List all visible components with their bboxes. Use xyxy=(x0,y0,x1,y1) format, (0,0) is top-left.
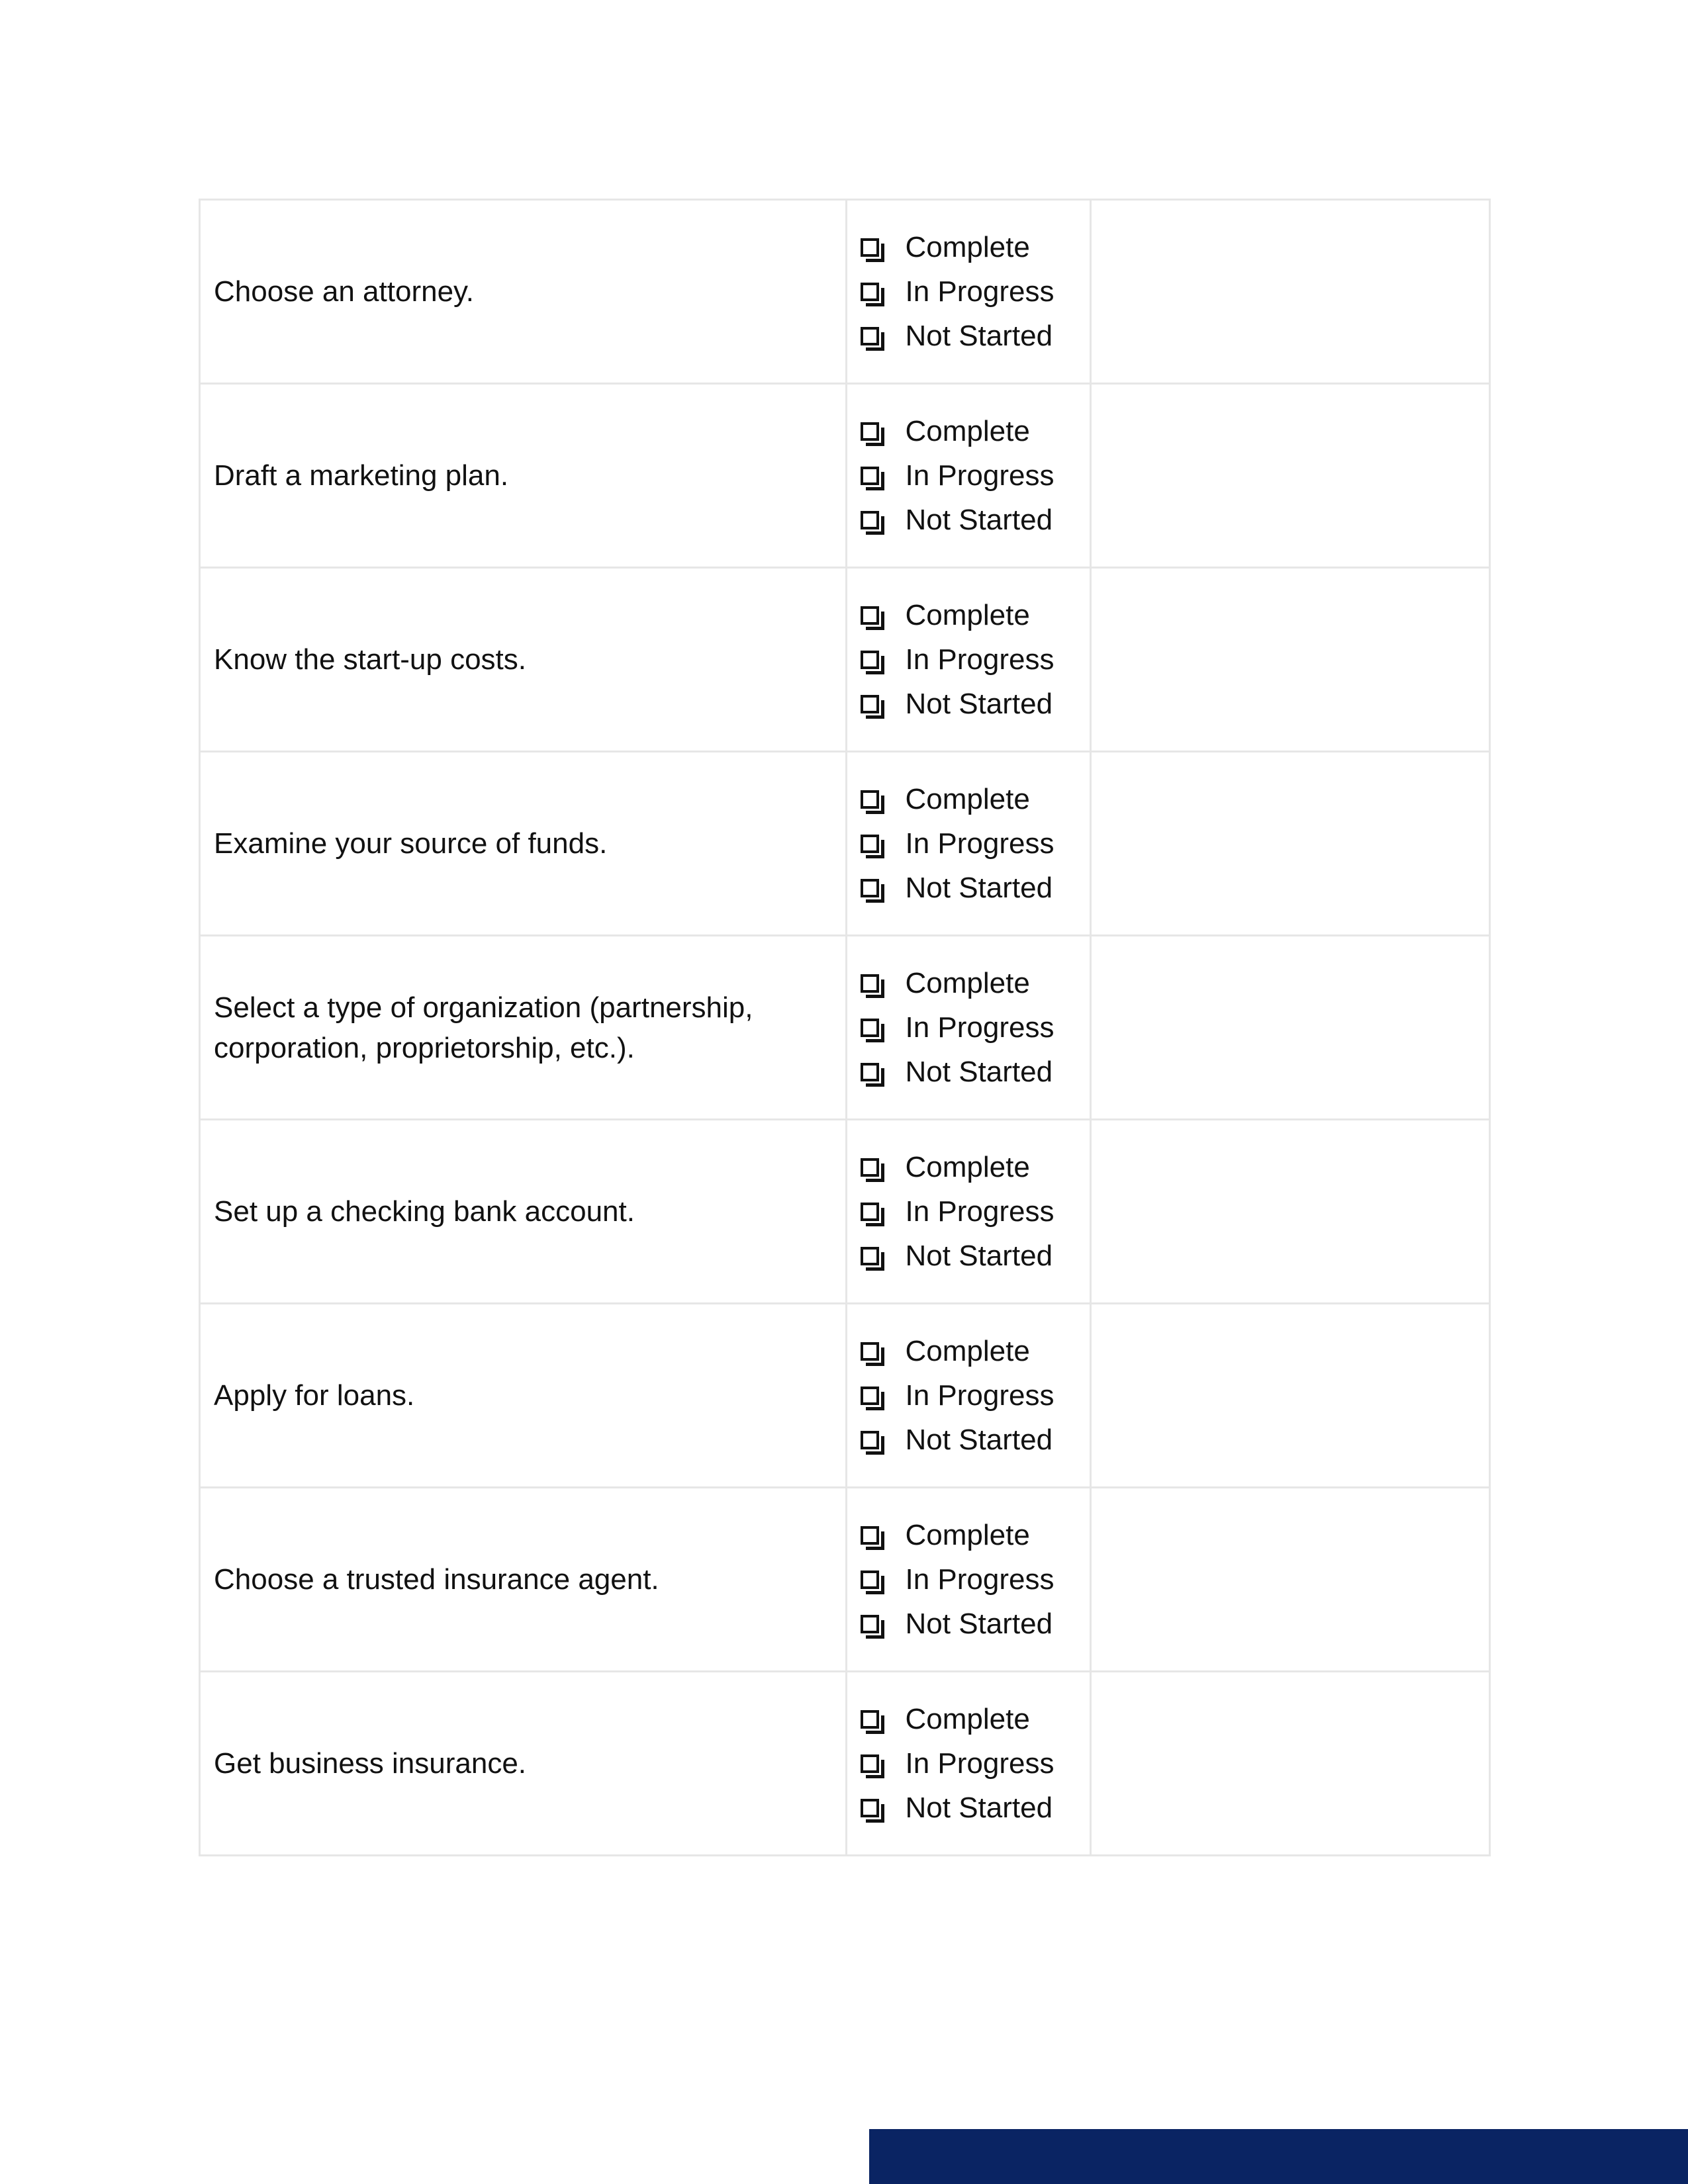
status-option-not-started[interactable] xyxy=(861,1602,1090,1646)
status-options-list xyxy=(861,1513,1090,1646)
status-option-in-progress[interactable] xyxy=(861,637,1090,682)
checkbox-icon[interactable] xyxy=(861,511,879,529)
task-cell: Apply for loans. xyxy=(200,1304,847,1488)
checkbox-icon[interactable] xyxy=(861,422,879,441)
status-option-label: In Progress xyxy=(905,827,1055,860)
status-option-label: Not Started xyxy=(905,1791,1053,1824)
status-option-in-progress[interactable] xyxy=(861,269,1090,314)
status-options-list xyxy=(861,1329,1090,1462)
checkbox-icon[interactable] xyxy=(861,1431,879,1449)
task-cell: Choose an attorney. xyxy=(200,200,847,384)
table-row xyxy=(200,1304,1490,1488)
status-option-label: Complete xyxy=(905,1702,1030,1735)
status-options-list xyxy=(861,1145,1090,1278)
status-options-list xyxy=(861,593,1090,726)
notes-cell[interactable] xyxy=(1091,568,1490,752)
status-option-label: In Progress xyxy=(905,1379,1055,1412)
business-startup-checklist-table xyxy=(199,199,1491,1856)
status-option-label: In Progress xyxy=(905,1195,1055,1228)
status-options-list xyxy=(861,409,1090,542)
status-option-in-progress[interactable] xyxy=(861,1741,1090,1786)
task-cell: Draft a marketing plan. xyxy=(200,384,847,568)
status-option-complete[interactable] xyxy=(861,1513,1090,1557)
task-cell: Get business insurance. xyxy=(200,1672,847,1856)
status-options-cell xyxy=(846,200,1091,384)
checkbox-icon[interactable] xyxy=(861,238,879,257)
status-option-not-started[interactable] xyxy=(861,1786,1090,1830)
status-option-label: In Progress xyxy=(905,1011,1055,1044)
checkbox-icon[interactable] xyxy=(861,1754,879,1773)
status-options-cell xyxy=(846,1120,1091,1304)
table-row xyxy=(200,1672,1490,1856)
status-option-label: Not Started xyxy=(905,871,1053,904)
checkbox-icon[interactable] xyxy=(861,327,879,345)
checkbox-icon[interactable] xyxy=(861,606,879,625)
checkbox-icon[interactable] xyxy=(861,1799,879,1817)
checkbox-icon[interactable] xyxy=(861,835,879,853)
checkbox-icon[interactable] xyxy=(861,790,879,809)
status-option-in-progress[interactable] xyxy=(861,1557,1090,1602)
status-option-in-progress[interactable] xyxy=(861,453,1090,498)
status-option-not-started[interactable] xyxy=(861,498,1090,542)
notes-cell[interactable] xyxy=(1091,752,1490,936)
status-option-label: Not Started xyxy=(905,319,1053,352)
checkbox-icon[interactable] xyxy=(861,974,879,993)
status-option-complete[interactable] xyxy=(861,777,1090,821)
status-options-cell xyxy=(846,1304,1091,1488)
notes-cell[interactable] xyxy=(1091,200,1490,384)
status-option-label: In Progress xyxy=(905,1563,1055,1596)
status-option-label: Not Started xyxy=(905,1239,1053,1272)
status-options-cell xyxy=(846,1672,1091,1856)
status-option-complete[interactable] xyxy=(861,1697,1090,1741)
checkbox-icon[interactable] xyxy=(861,1247,879,1265)
table-row xyxy=(200,752,1490,936)
status-option-label: In Progress xyxy=(905,459,1055,492)
table-row xyxy=(200,200,1490,384)
status-option-not-started[interactable] xyxy=(861,1234,1090,1278)
status-option-label: Not Started xyxy=(905,1607,1053,1640)
notes-cell[interactable] xyxy=(1091,1672,1490,1856)
checkbox-icon[interactable] xyxy=(861,651,879,669)
status-option-not-started[interactable] xyxy=(861,682,1090,726)
status-options-list xyxy=(861,777,1090,910)
status-option-not-started[interactable] xyxy=(861,1050,1090,1094)
status-option-label: Complete xyxy=(905,414,1030,447)
status-option-label: Not Started xyxy=(905,687,1053,720)
status-options-list xyxy=(861,961,1090,1094)
status-option-label: Complete xyxy=(905,1518,1030,1551)
task-cell: Choose a trusted insurance agent. xyxy=(200,1488,847,1672)
checkbox-icon[interactable] xyxy=(861,1526,879,1545)
table-row xyxy=(200,1120,1490,1304)
status-option-label: Complete xyxy=(905,782,1030,815)
status-option-label: Complete xyxy=(905,1150,1030,1183)
notes-cell[interactable] xyxy=(1091,1304,1490,1488)
status-option-label: Not Started xyxy=(905,1055,1053,1088)
checkbox-icon[interactable] xyxy=(861,1570,879,1589)
status-options-cell xyxy=(846,384,1091,568)
status-options-cell xyxy=(846,936,1091,1120)
status-option-label: Not Started xyxy=(905,1423,1053,1456)
status-options-cell xyxy=(846,752,1091,936)
status-option-in-progress[interactable] xyxy=(861,1005,1090,1050)
task-cell: Examine your source of funds. xyxy=(200,752,847,936)
checkbox-icon[interactable] xyxy=(861,879,879,897)
status-option-complete[interactable] xyxy=(861,593,1090,637)
status-option-not-started[interactable] xyxy=(861,314,1090,358)
checkbox-icon[interactable] xyxy=(861,1203,879,1221)
status-option-in-progress[interactable] xyxy=(861,1373,1090,1418)
status-option-in-progress[interactable] xyxy=(861,821,1090,866)
table-row xyxy=(200,1488,1490,1672)
checkbox-icon[interactable] xyxy=(861,1342,879,1361)
footer-accent-bar xyxy=(869,2129,1688,2184)
task-cell: Select a type of organization (partnership, corporation, proprietorship, etc.). xyxy=(200,936,847,1120)
checkbox-icon[interactable] xyxy=(861,1615,879,1633)
checkbox-icon[interactable] xyxy=(861,695,879,713)
status-option-label: Complete xyxy=(905,966,1030,999)
table-row xyxy=(200,936,1490,1120)
checkbox-icon[interactable] xyxy=(861,1387,879,1405)
status-option-label: Complete xyxy=(905,230,1030,263)
status-option-label: Not Started xyxy=(905,503,1053,536)
status-option-label: Complete xyxy=(905,1334,1030,1367)
notes-cell[interactable] xyxy=(1091,936,1490,1120)
status-options-list xyxy=(861,225,1090,358)
status-options-cell xyxy=(846,568,1091,752)
status-option-in-progress[interactable] xyxy=(861,1189,1090,1234)
status-option-label: In Progress xyxy=(905,275,1055,308)
checkbox-icon[interactable] xyxy=(861,1158,879,1177)
status-option-not-started[interactable] xyxy=(861,1418,1090,1462)
task-cell: Know the start-up costs. xyxy=(200,568,847,752)
checkbox-icon[interactable] xyxy=(861,1019,879,1037)
status-option-complete[interactable] xyxy=(861,1329,1090,1373)
status-option-complete[interactable] xyxy=(861,409,1090,453)
status-option-label: In Progress xyxy=(905,643,1055,676)
notes-cell[interactable] xyxy=(1091,1488,1490,1672)
status-option-not-started[interactable] xyxy=(861,866,1090,910)
notes-cell[interactable] xyxy=(1091,384,1490,568)
status-options-list xyxy=(861,1697,1090,1830)
status-options-cell xyxy=(846,1488,1091,1672)
checkbox-icon[interactable] xyxy=(861,1063,879,1081)
status-option-label: Complete xyxy=(905,598,1030,631)
checkbox-icon[interactable] xyxy=(861,467,879,485)
checkbox-icon[interactable] xyxy=(861,283,879,301)
checkbox-icon[interactable] xyxy=(861,1710,879,1729)
table-row xyxy=(200,384,1490,568)
status-option-complete[interactable] xyxy=(861,225,1090,269)
status-option-complete[interactable] xyxy=(861,961,1090,1005)
task-cell: Set up a checking bank account. xyxy=(200,1120,847,1304)
notes-cell[interactable] xyxy=(1091,1120,1490,1304)
status-option-label: In Progress xyxy=(905,1747,1055,1780)
status-option-complete[interactable] xyxy=(861,1145,1090,1189)
table-row xyxy=(200,568,1490,752)
